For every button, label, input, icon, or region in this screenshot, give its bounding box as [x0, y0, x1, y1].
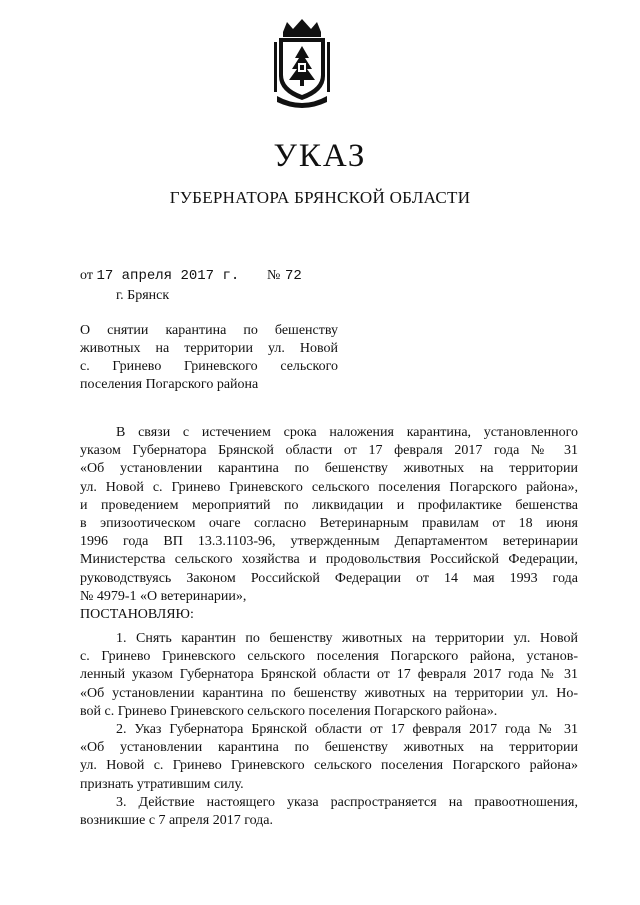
date-prefix: от: [80, 268, 93, 283]
document-subtitle: ГУБЕРНАТОРА БРЯНСКОЙ ОБЛАСТИ: [169, 188, 471, 207]
document-title: УКАЗ: [273, 138, 367, 174]
preamble-line: Министерства сельского хозяйства и продовольствия Российской Федерации,: [80, 552, 578, 568]
preamble-line: в эпизоотическом очаге согласно Ветеринарным правилам от 18 июня: [80, 516, 578, 532]
item-line: возникшие с 7 апреля 2017 года.: [80, 813, 274, 829]
subject-line: животных на территории ул. Новой: [80, 341, 338, 356]
coat-of-arms-emblem: [271, 18, 333, 108]
subject-line: поселения Погарского района: [80, 377, 259, 392]
subject-line: с. Гринево Гриневского сельского: [80, 359, 338, 374]
item-line: «Об установлении карантина по бешенству животных на территории: [80, 740, 578, 756]
item-line: признать утратившим силу.: [80, 776, 244, 792]
preamble-line: ул. Новой с. Гринево Гриневского сельского поселения Погарского района»,: [80, 479, 578, 495]
date-value: 17 апреля 2017 г.: [96, 268, 240, 284]
document-subject: [80, 322, 338, 394]
number-value: 72: [285, 268, 302, 284]
preamble-line: «Об установлении карантина по бешенству животных на территории: [80, 461, 578, 477]
date-line: [80, 268, 239, 284]
item-line: с. Гринево Гриневского сельского поселения Погарского района, установ-: [80, 649, 578, 665]
item-line: ленный указом Губернатора Брянской области от 17 февраля 2017 года № 31: [80, 667, 578, 683]
item-line: 3. Действие настоящего указа распространяется на правоотношения,: [116, 794, 578, 810]
subject-line: О снятии карантина по бешенству: [80, 323, 338, 338]
decree-word: ПОСТАНОВЛЯЮ:: [80, 607, 194, 623]
item-line: «Об установлении карантина по бешенству животных на территории ул. Но-: [80, 685, 578, 701]
preamble-line: В связи с истечением срока наложения карантина, установленного: [116, 425, 578, 440]
number-label: №: [267, 268, 281, 283]
item-line: 2. Указ Губернатора Брянской области от 17 февраля 2017 года № 31: [116, 722, 578, 738]
preamble-line: и проведением мероприятий по ликвидации и профилактике бешенства: [80, 497, 578, 513]
preamble-line: указом Губернатора Брянской области от 17 февраля 2017 года № 31: [80, 443, 578, 459]
preamble-line: руководствуясь Законом Российской Федерации от 14 мая 1993 года: [80, 570, 578, 586]
preamble: [80, 424, 578, 624]
item-line: ул. Новой с. Гринево Гриневского сельского поселения Погарского района»: [80, 758, 578, 774]
preamble-line: 1996 года ВП 13.3.1103-96, утвержденным Департаментом ветеринарии: [80, 534, 578, 550]
item-line: вой с. Гринево Гриневского сельского поселения Погарского района».: [80, 703, 498, 719]
city: г. Брянск: [116, 288, 170, 303]
item-line: 1. Снять карантин по бешенству животных на территории ул. Новой: [116, 631, 578, 646]
decree-items: [80, 630, 578, 830]
preamble-line: № 4979-1 «О ветеринарии»,: [80, 588, 247, 604]
